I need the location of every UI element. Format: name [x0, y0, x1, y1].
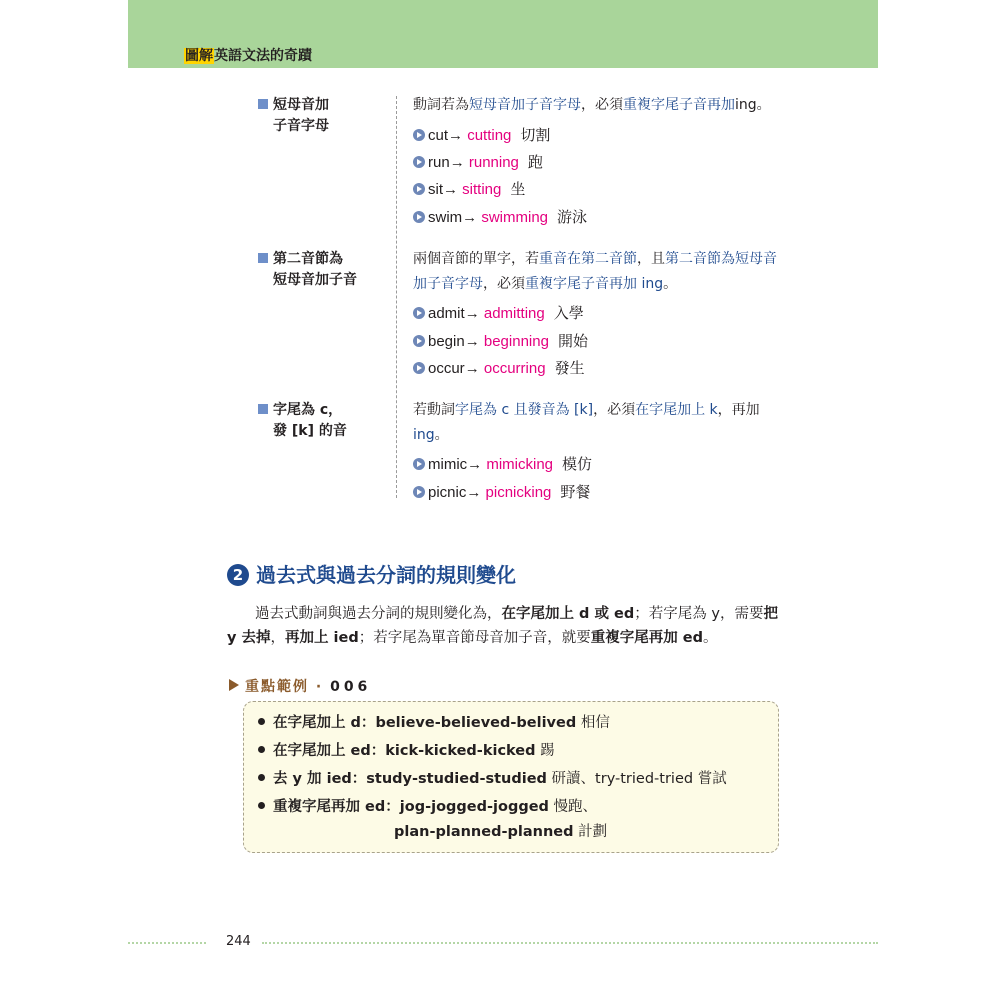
example-heading: 重點範例 · 006	[229, 678, 371, 696]
bullet-dot-icon	[258, 746, 265, 753]
play-bullet-icon	[413, 156, 425, 168]
play-bullet-icon	[413, 129, 425, 141]
rule-title-2: 第二音節為 短母音加子音	[258, 249, 357, 291]
example-box-item: 重複字尾再加 ed：jog-jogged-jogged 慢跑、	[258, 797, 597, 817]
square-bullet-icon	[258, 404, 268, 414]
rule-title-3: 字尾為 c， 發 [k] 的音	[258, 400, 347, 442]
square-bullet-icon	[258, 99, 268, 109]
play-bullet-icon	[413, 362, 425, 374]
example-item: occur→ occurring 發生	[413, 359, 585, 379]
example-box	[243, 701, 779, 853]
play-bullet-icon	[413, 183, 425, 195]
example-item: begin→ beginning 開始	[413, 332, 588, 352]
example-item: mimic→ mimicking 模仿	[413, 455, 592, 475]
square-bullet-icon	[258, 253, 268, 263]
bullet-dot-icon	[258, 774, 265, 781]
rule-description-3: 若動詞字尾為 c 且發音為 [k]，必須在字尾加上 k，再加ing。	[413, 402, 760, 443]
example-box-item-continuation: plan-planned-planned 計劃	[394, 824, 608, 840]
rule-description-2: 兩個音節的單字，若重音在第二音節，且第二音節為短母音加子音字母，必須重複字尾子音再加 ing。	[413, 251, 777, 292]
arrow-right-icon	[229, 679, 239, 691]
example-item: picnic→ picnicking 野餐	[413, 483, 590, 503]
series-title-text: 英語文法的奇蹟	[214, 48, 312, 64]
series-title	[184, 47, 312, 65]
section-paragraph: 過去式動詞與過去分詞的規則變化為，在字尾加上 d 或 ed；若字尾為 y，需要把 y 去掉，再加上 ied；若字尾為單音節母音加子音，就要重複字尾再加 ed。	[227, 606, 778, 646]
example-box-item: 在字尾加上 ed：kick-kicked-kicked 踢	[258, 741, 555, 761]
example-item: swim→ swimming 游泳	[413, 208, 587, 228]
example-item: run→ running 跑	[413, 153, 543, 173]
bullet-dot-icon	[258, 802, 265, 809]
column-divider	[396, 96, 397, 498]
rule-title-1: 短母音加 子音字母	[258, 95, 329, 137]
page-number: 244	[226, 934, 251, 949]
footer-rule-right	[262, 942, 878, 944]
section-number-badge: 2	[227, 564, 249, 586]
example-box-item: 在字尾加上 d：believe-believed-belived 相信	[258, 713, 610, 733]
rule-description-1: 動詞若為短母音加子音字母，必須重複字尾子音再加ing。	[413, 97, 771, 113]
example-item: sit→ sitting 坐	[413, 180, 525, 200]
play-bullet-icon	[413, 335, 425, 347]
example-item: admit→ admitting 入學	[413, 304, 584, 324]
play-bullet-icon	[413, 211, 425, 223]
play-bullet-icon	[413, 458, 425, 470]
section-title: 過去式與過去分詞的規則變化	[256, 563, 516, 587]
footer-rule-left	[128, 942, 206, 944]
series-mark: 圖解	[185, 48, 213, 64]
bullet-dot-icon	[258, 718, 265, 725]
play-bullet-icon	[413, 307, 425, 319]
example-item: cut→ cutting 切割	[413, 126, 550, 146]
play-bullet-icon	[413, 486, 425, 498]
example-box-item: 去 y 加 ied：study-studied-studied 研讀、try-tried-tried 嘗試	[258, 769, 727, 789]
